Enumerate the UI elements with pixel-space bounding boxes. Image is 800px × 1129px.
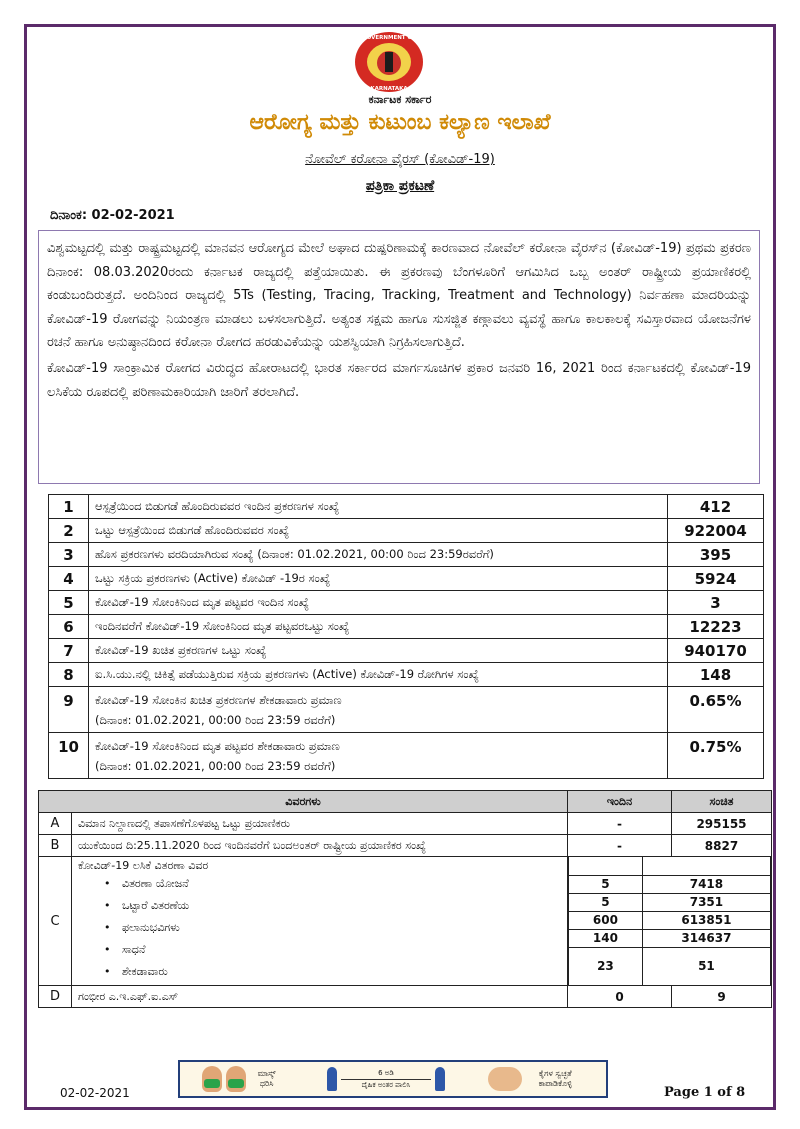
table-row: 5 7418 <box>569 875 771 893</box>
page-number: Page 1 of 8 <box>664 1085 746 1100</box>
table-row: D ಗಂಭೀರ ಎ.ಇ.ಎಫ್.ಐ.ಎಸ್ 0 9 <box>39 986 772 1008</box>
hands-segment: ಕೈಗಳ ಸ್ವಚ್ಛತೆ ಕಾಪಾಡಿಕೊಳ್ಳಿ <box>488 1067 584 1091</box>
list-item: • ಒಟ್ಟಾರೆ ವಿತರಣೆಯ <box>104 895 561 917</box>
department-title: ಆರೋಗ್ಯ ಮತ್ತು ಕುಟುಂಬ ಕಲ್ಯಾಣ ಇಲಾಖೆ <box>249 110 551 135</box>
press-release-title: ಪತ್ರಿಕಾ ಪ್ರಕಟಣೆ <box>365 178 435 194</box>
table-row: 140 314637 <box>569 929 771 947</box>
release-date: ದಿನಾಂಕ: 02-02-2021 <box>50 208 175 223</box>
details-table <box>38 790 772 1008</box>
mask-face-icon <box>202 1066 222 1092</box>
table-row: 5 ಕೋವಿಡ್-19 ಸೋಂಕಿನಿಂದ ಮೃತ ಪಟ್ಟವರ ಇಂದಿನ ಸಂಖ್ಯೆ 3 <box>49 591 764 615</box>
table-row: 9 ಕೋವಿಡ್-19 ಸೋಂಕಿನ ಖಚಿತ ಪ್ರಕರಣಗಳ ಶೇಕಡಾವಾರು ಪ್ರಮಾಣ (ದಿನಾಂಕ: 01.02.2021, 00:00 ರಿಂದ 23:59 ರವರೆಗೆ) 0.65% <box>49 687 764 733</box>
seal-bottom-text: KARNATAKA <box>370 86 408 92</box>
details-header-row: ವಿವರಗಳು ಇಂದಿನ ಸಂಚಿತ <box>39 791 772 813</box>
intro-paragraph-1: ವಿಶ್ವಮಟ್ಟದಲ್ಲಿ ಮತ್ತು ರಾಷ್ಟ್ರಮಟ್ಟದಲ್ಲಿ ಮಾನವನ ಆರೋಗ್ಯದ ಮೇಲೆ ಅಘಾದ ದುಷ್ಪರಿಣಾಮಕ್ಕೆ ಕಾರಣವಾದ ನೋವೆಲ್ ಕರೋನಾ ವೈರಸ್‌ನ (ಕೋವಿಡ್-19) ಪ್ರಥಮ ಪ್ರಕರಣ ದಿನಾಂಕ: 08.03.2020ರಂದು ಕರ್ನಾಟಕ ರಾಜ್ಯದಲ್ಲಿ ಪತ್ತೆಯಾಯಿತು. ಈ ಪ್ರಕರಣವು ಬೆಂಗಳೂರಿಗೆ ಆಗಮಿಸಿದ ಒಬ್ಬ ಅಂತರ್ ರಾಷ್ಟ್ರೀಯ ಪ್ರಯಾಣಿಕರಲ್ಲಿ ಕಂಡುಬಂದಿರುತ್ತದೆ. ಅಂದಿನಿಂದ ರಾಜ್ಯದಲ್ಲಿ 5Ts (Testing, Tracing, Tracking, Treatment and Technology) ನಿರ್ವಹಣಾ ಮಾದರಿಯನ್ನು ಕೋವಿಡ್-19 ರೋಗವನ್ನು ನಿಯಂತ್ರಣ ಮಾಡಲು ಬಳಸಲಾಗುತ್ತಿದೆ. ಅತ್ಯಂತ ಸಕ್ಷಮ ಹಾಗೂ ಸುಸಜ್ಜಿತ ಕಣ್ಗಾವಲು ವ್ಯವಸ್ಥೆ ಹಾಗೂ ಕಾಲಕಾಲಕ್ಕೆ ಸವಿಸ್ತಾರವಾದ ಯೋಜನೆಗಳ ರಚನೆ ಹಾಗೂ ಅನುಷ್ಠಾನದಿಂದ ಕರೋನಾ ರೋಗದ ಹರಡುವಿಕೆಯನ್ನು ಯಶಸ್ವಿಯಾಗಿ ನಿಗ್ರಹಿಸಲಾಗುತ್ತಿದೆ. <box>47 241 751 351</box>
intro-paragraph-2: ಕೋವಿಡ್-19 ಸಾಂಕ್ರಾಮಿಕ ರೋಗದ ವಿರುದ್ಧದ ಹೋರಾಟದಲ್ಲಿ ಭಾರತ ಸರ್ಕಾರದ ಮಾರ್ಗಸೂಚಿಗಳ ಪ್ರಕಾರ ಜನವರಿ 16, 2021 ರಿಂದ ಕರ್ನಾಟಕದಲ್ಲಿ ಕೋವಿಡ್-19 ಲಸಿಕೆಯ ರೂಪದಲ್ಲಿ ಪರಿಣಾಮಕಾರಿಯಾಗಿ ಜಾರಿಗೆ ತರಲಾಗಿದೆ. <box>47 360 751 400</box>
table-row: 23 51 <box>569 947 771 985</box>
government-seal-logo <box>347 30 431 94</box>
table-row: 5 7351 <box>569 893 771 911</box>
covid-precautions-banner <box>178 1060 608 1098</box>
hand-wash-icon <box>488 1067 522 1091</box>
table-row: 3 ಹೊಸ ಪ್ರಕರಣಗಳು ವರದಿಯಾಗಿರುವ ಸಂಖ್ಯೆ (ದಿನಾಂಕ: 01.02.2021, 00:00 ರಿಂದ 23:59ರವರೆಗೆ) 395 <box>49 543 764 567</box>
table-row: 7 ಕೋವಿಡ್-19 ಖಚಿತ ಪ್ರಕರಣಗಳ ಒಟ್ಟು ಸಂಖ್ಯೆ 940170 <box>49 639 764 663</box>
table-row: 4 ಒಟ್ಟು ಸಕ್ರಿಯ ಪ್ರಕರಣಗಳು (Active) ಕೋವಿಡ್ -19ರ ಸಂಖ್ಯೆ 5924 <box>49 567 764 591</box>
list-item: • ಫಲಾನುಭವಿಗಳು <box>104 917 561 939</box>
table-row: 10 ಕೋವಿಡ್-19 ಸೋಂಕಿನಿಂದ ಮೃತ ಪಟ್ಟವರ ಶೇಕಡಾವಾರು ಪ್ರಮಾಣ (ದಿನಾಂಕ: 01.02.2021, 00:00 ರಿಂದ 23:59 ರವರೆಗೆ) 0.75% <box>49 733 764 779</box>
mask-face-icon <box>226 1066 246 1092</box>
government-name: ಕರ್ನಾಟಕ ಸರ್ಕಾರ <box>368 93 432 106</box>
vaccine-items-list <box>78 873 561 983</box>
table-row: 600 613851 <box>569 911 771 929</box>
person-icon <box>327 1067 337 1091</box>
intro-box <box>38 230 760 484</box>
list-item: • ಶೇಕಡಾವಾರು <box>104 961 561 983</box>
stats-table <box>48 494 764 779</box>
list-item: • ಸಾಧನೆ <box>104 939 561 961</box>
list-item: • ವಿತರಣಾ ಯೋಜನೆ <box>104 873 561 895</box>
table-row: 2 ಒಟ್ಟು ಆಸ್ಪತ್ರೆಯಿಂದ ಬಿಡುಗಡೆ ಹೊಂದಿರುವವರ ಸಂಖ್ಯೆ 922004 <box>49 519 764 543</box>
seal-top-text: GOVERNMENT OF <box>362 35 416 41</box>
distance-arrow-icon <box>341 1079 431 1080</box>
table-row: B ಯುಕೆಯಿಂದ ದಿ:25.11.2020 ರಿಂದ ಇಂದಿನವರೆಗೆ ಬಂದಅಂತರ್ ರಾಷ್ಟ್ರೀಯ ಪ್ರಯಾಣಿಕರ ಸಂಖ್ಯೆ - 8827 <box>39 835 772 857</box>
vaccine-section-title: ಕೋವಿಡ್-19 ಲಸಿಕೆ ವಿತರಣಾ ವಿವರ <box>78 859 209 872</box>
table-row: 1 ಆಸ್ಪತ್ರೆಯಿಂದ ಬಿಡುಗಡೆ ಹೊಂದಿರುವವರ ಇಂದಿನ ಪ್ರಕರಣಗಳ ಸಂಖ್ಯೆ 412 <box>49 495 764 519</box>
person-icon <box>435 1067 445 1091</box>
footer-date: 02-02-2021 <box>60 1086 130 1100</box>
table-row: A ವಿಮಾನ ನಿಲ್ದಾಣದಲ್ಲಿ ತಪಾಸಣೆಗೊಳಪಟ್ಟ ಒಟ್ಟು ಪ್ರಯಾಣಿಕರು - 295155 <box>39 813 772 835</box>
mask-segment: ಮಾಸ್ಕ್ ಧರಿಸಿ <box>202 1066 284 1092</box>
table-row: 6 ಇಂದಿನವರೆಗೆ ಕೋವಿಡ್-19 ಸೋಂಕಿನಿಂದ ಮೃತ ಪಟ್ಟವರಒಟ್ಟು ಸಂಖ್ಯೆ 12223 <box>49 615 764 639</box>
table-row: C ಕೋವಿಡ್-19 ಲಸಿಕೆ ವಿತರಣಾ ವಿವರ • ವಿತರಣಾ ಯೋಜನೆ • ಒಟ್ಟಾರೆ ವಿತರಣೆಯ • ಫಲಾನುಭವಿಗಳು • ಸಾಧನೆ • ಶೇಕಡಾವಾರು 5 7418 5 7351 600 613851 140 314637 23 51 <box>39 857 772 986</box>
vaccine-values-table <box>568 857 771 985</box>
distance-segment: 6 ಅಡಿ ದೈಹಿಕ ಅಂತರ ಪಾಲಿಸಿ <box>327 1067 445 1091</box>
table-row: 8 ಐ.ಸಿ.ಯು.ನಲ್ಲಿ ಚಿಕಿತ್ಸೆ ಪಡೆಯುತ್ತಿರುವ ಸಕ್ರಿಯ ಪ್ರಕರಣಗಳು (Active) ಕೋವಿಡ್-19 ರೋಗಿಗಳ ಸಂಖ್ಯೆ 148 <box>49 663 764 687</box>
subtitle: ನೋವೆಲ್ ಕರೋನಾ ವೈರಸ್ (ಕೋವಿಡ್-19) <box>305 152 495 167</box>
